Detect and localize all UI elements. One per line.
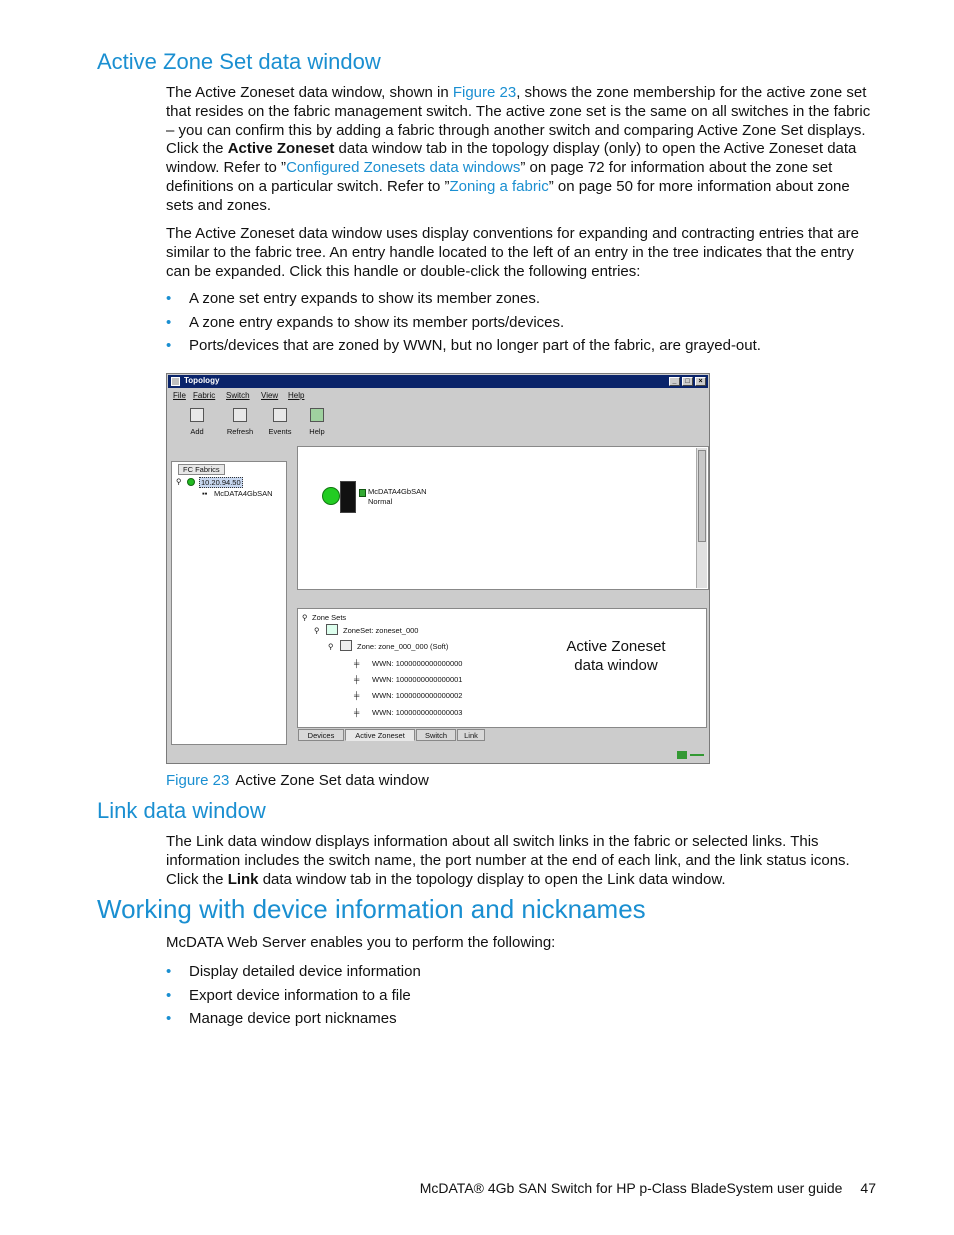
text-run: The Active Zoneset data window, shown in [166, 84, 453, 101]
zone-node[interactable]: Zone: zone_000_000 (Soft) [357, 642, 449, 651]
refresh-button[interactable] [222, 405, 258, 436]
paragraph-display-conventions: The Active Zoneset data window uses display conventions for expanding and contracting entries that are similar to the fabric tree. An entry handle located to the left of an entry in the tree indicates that the entry can be expanded. Click this handle or double-click the following entries: [166, 225, 859, 280]
events-label: Events [268, 427, 292, 436]
bullet-list-device-info [166, 963, 421, 1034]
list-item [166, 314, 761, 338]
list-item [166, 337, 761, 361]
paragraph-device-info: McDATA Web Server enables you to perform the following: [166, 934, 556, 951]
fabric-switch-node[interactable]: McDATA4GbSAN [214, 489, 273, 498]
list-item [166, 290, 761, 314]
wwn-port-icon: ╪ [354, 708, 360, 717]
switch-icon[interactable] [340, 481, 356, 513]
figure-caption-text: Active Zone Set data window [235, 772, 429, 789]
window-titlebar [168, 375, 708, 388]
zoneset-icon [326, 624, 338, 635]
paragraph-active-zoneset-intro [166, 84, 876, 216]
bold-link: Link [227, 870, 259, 888]
list-item-text: A zone entry expands to show its member ports/devices. [189, 313, 565, 331]
list-item-text: Display detailed device information [189, 963, 421, 980]
section-heading-active-zone-set: Active Zone Set data window [97, 49, 381, 74]
page-footer [420, 1180, 876, 1196]
text-run: data window tab in the topology display to open the Link data window. [258, 870, 726, 888]
window-title: Topology [184, 376, 220, 385]
close-icon[interactable]: × [695, 377, 706, 386]
section-heading-link-data-window: Link data window [97, 798, 266, 823]
events-icon [273, 408, 287, 422]
list-item-text: A zone set entry expands to show its member zones. [189, 290, 541, 307]
expand-handle-icon[interactable]: ⚲ [176, 477, 182, 486]
add-button[interactable] [179, 405, 215, 436]
text-run: ” on page 50 for more information about zone sets and zones. [166, 177, 850, 214]
expand-handle-icon[interactable]: ⚲ [302, 613, 308, 622]
switch-node-icon: ▪▪ [202, 489, 208, 498]
bullet-icon: • [166, 1010, 172, 1028]
bold-active-zoneset: Active Zoneset [227, 140, 335, 158]
menu-fabric[interactable]: Fabric [193, 391, 216, 400]
link-configured-zonesets[interactable]: Configured Zonesets data windows [286, 159, 521, 177]
paragraph-link-data-window [166, 833, 876, 889]
callout-line: data window [574, 657, 658, 674]
menu-switch[interactable]: Switch [226, 391, 250, 400]
switch-name-label: McDATA4GbSAN [368, 487, 427, 496]
text-run: data window tab in the topology display (only) to open the Active Zoneset data window. Refer to ” [166, 140, 857, 177]
wwn-port-icon: ╪ [354, 659, 360, 668]
bullet-icon: • [166, 313, 172, 331]
list-item-text: Manage device port nicknames [189, 1010, 397, 1028]
tab-active-zoneset[interactable]: Active Zoneset [345, 729, 415, 741]
help-icon [310, 408, 324, 422]
switch-status-label: Normal [368, 497, 393, 506]
tab-link[interactable]: Link [457, 729, 485, 741]
connection-status-icon [677, 751, 705, 759]
list-item-text: Export device information to a file [189, 986, 411, 1004]
link-zoning-a-fabric[interactable]: Zoning a fabric [449, 177, 549, 195]
wwn-node[interactable]: WWN: 1000000000000000 [372, 659, 463, 668]
canvas-scroll-thumb[interactable] [698, 450, 706, 542]
page-number: 47 [860, 1180, 876, 1196]
figure-callout [566, 637, 666, 675]
figure-number: Figure 23 [166, 772, 230, 789]
menu-view[interactable]: View [261, 391, 279, 400]
canvas-scrollbar[interactable] [696, 448, 707, 588]
minimize-icon[interactable]: _ [669, 377, 680, 386]
status-green-icon [187, 478, 195, 486]
tab-fc-fabrics[interactable]: FC Fabrics [178, 464, 225, 475]
bullet-icon: • [166, 337, 172, 355]
app-icon [171, 377, 180, 386]
figure-caption [166, 772, 429, 789]
wwn-port-icon: ╪ [354, 675, 360, 684]
switch-port-icon [359, 489, 366, 497]
text-run: , shows the zone membership for the active zone set that resides on the fabric management switch. The active zone set is the same on all switches in the fabric – you can confirm this by adding a fabric through another switch and comparing Active Zone Set displays. Click the [166, 84, 871, 158]
fabric-tree-pane [171, 461, 287, 745]
tab-devices[interactable]: Devices [298, 729, 344, 741]
menu-help[interactable]: Help [288, 391, 305, 400]
wwn-port-icon: ╪ [354, 691, 360, 700]
list-item [166, 1010, 421, 1034]
refresh-icon [233, 408, 247, 422]
events-button[interactable] [262, 405, 298, 436]
tab-switch[interactable]: Switch [416, 729, 456, 741]
fabric-status-icon [322, 487, 340, 505]
zoneset-node[interactable]: ZoneSet: zoneset_000 [343, 626, 419, 635]
refresh-label: Refresh [226, 427, 254, 436]
list-item-text: Ports/devices that are zoned by WWN, but no longer part of the fabric, are grayed-out. [189, 337, 761, 355]
bullet-icon: • [166, 290, 172, 307]
add-label: Add [190, 427, 204, 436]
toolbar [168, 405, 708, 443]
expand-handle-icon[interactable]: ⚲ [314, 626, 320, 635]
section-heading-device-info: Working with device information and nicknames [97, 894, 646, 924]
menu-file[interactable]: File [173, 391, 186, 400]
bullet-icon: • [166, 986, 172, 1004]
link-figure-23[interactable]: Figure 23 [452, 84, 517, 101]
help-button[interactable] [299, 405, 335, 436]
list-item [166, 963, 421, 987]
maximize-icon[interactable]: □ [682, 377, 693, 386]
zone-sets-node[interactable]: Zone Sets [312, 613, 347, 622]
wwn-node[interactable]: WWN: 1000000000000002 [372, 691, 463, 700]
wwn-node[interactable]: WWN: 1000000000000003 [372, 708, 463, 717]
topology-canvas [297, 446, 709, 590]
wwn-node[interactable]: WWN: 1000000000000001 [372, 675, 463, 684]
help-label: Help [309, 427, 325, 436]
bullet-list-entries [166, 290, 761, 361]
footer-title: McDATA® 4Gb SAN Switch for HP p-Class BladeSystem user guide [419, 1180, 843, 1196]
text-run: ” on page 72 for information about the zone set definitions on a particular switch. Refer to ” [166, 159, 833, 195]
add-icon [190, 408, 204, 422]
zone-icon [340, 640, 352, 651]
callout-line: Active Zoneset [566, 638, 666, 655]
expand-handle-icon[interactable]: ⚲ [328, 642, 334, 651]
topology-window-screenshot [166, 373, 710, 764]
bullet-icon: • [166, 963, 172, 980]
text-run: The Link data window displays information about all switch links in the fabric or selected links. This information includes the switch name, the port number at the end of each link, and the link status icons. Click the [166, 833, 850, 888]
list-item [166, 987, 421, 1011]
fabric-ip-node[interactable]: 10.20.94.50 [201, 478, 241, 487]
